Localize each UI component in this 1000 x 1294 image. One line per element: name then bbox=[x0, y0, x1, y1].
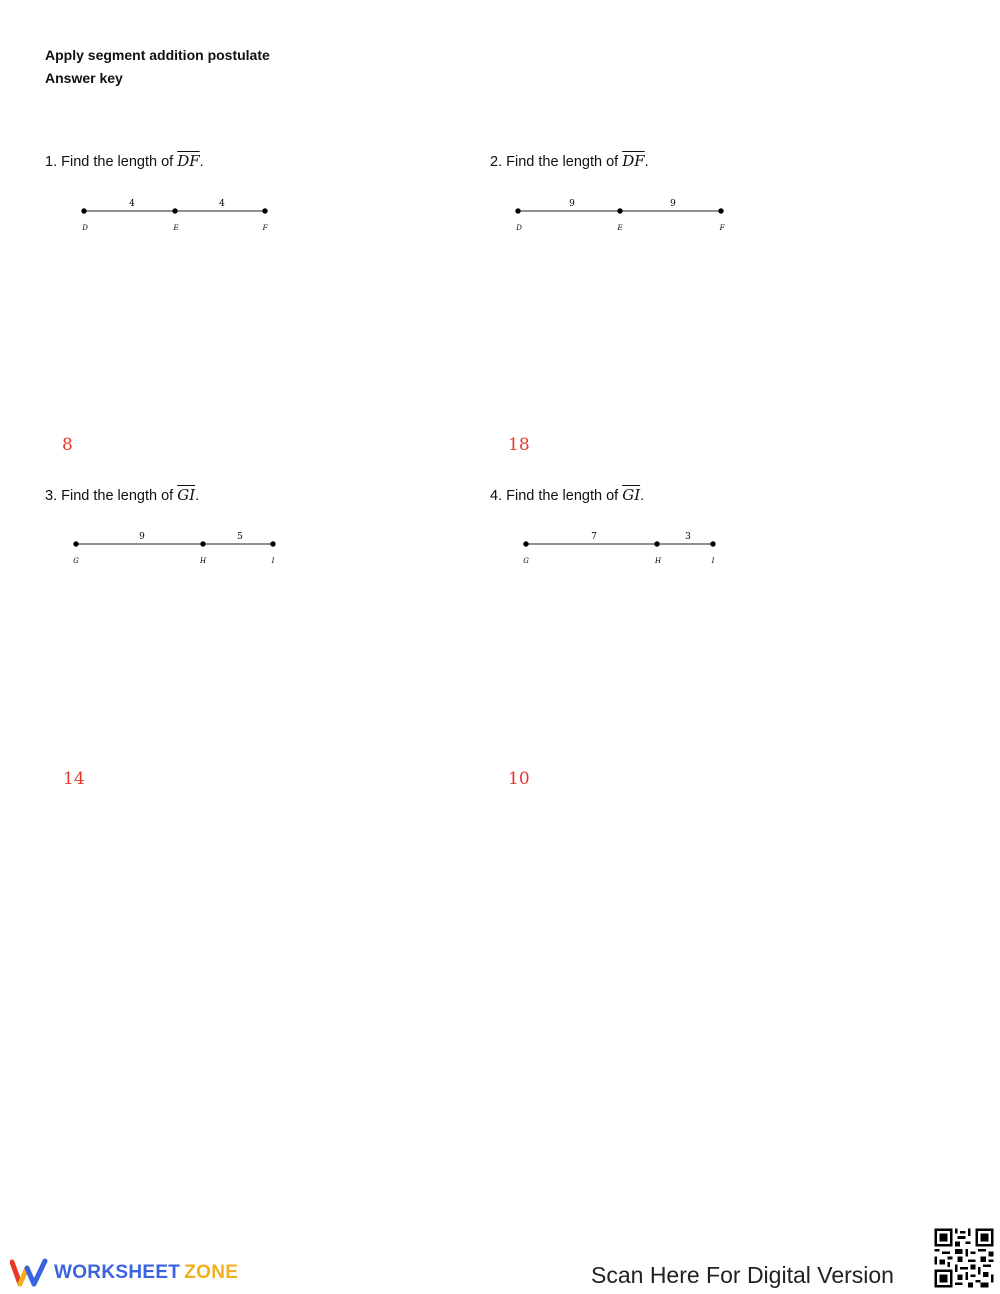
point-label: G bbox=[523, 557, 529, 565]
question-prompt: Find the length of bbox=[61, 488, 174, 504]
point-label: E bbox=[173, 224, 179, 232]
question-prompt: Find the length of bbox=[61, 154, 174, 170]
length-label: 4 bbox=[219, 199, 225, 209]
point-marker bbox=[718, 208, 723, 213]
question-2 bbox=[490, 152, 649, 170]
point-label: D bbox=[82, 224, 88, 232]
segment-diagram-2 bbox=[505, 190, 745, 240]
point-marker bbox=[172, 208, 177, 213]
question-number: 2. bbox=[490, 154, 503, 170]
segment-diagram-1 bbox=[70, 190, 290, 240]
question-4 bbox=[490, 486, 644, 504]
segment-diagram-3 bbox=[62, 524, 292, 574]
point-marker bbox=[81, 208, 86, 213]
point-marker bbox=[654, 541, 659, 546]
question-prompt: Find the length of bbox=[506, 154, 619, 170]
point-label: F bbox=[719, 224, 725, 232]
logo-w-icon bbox=[10, 1258, 48, 1288]
segment-name: $\overline{DF}$ bbox=[177, 152, 200, 170]
point-label: F bbox=[262, 224, 268, 232]
point-marker bbox=[73, 541, 78, 546]
question-number: 1. bbox=[45, 154, 58, 170]
point-marker bbox=[270, 541, 275, 546]
question-period: . bbox=[644, 154, 649, 170]
answer-1: 8 bbox=[62, 435, 73, 455]
point-marker bbox=[617, 208, 622, 213]
segment-name: $\overline{GI}$ bbox=[622, 486, 641, 504]
answer-3: 14 bbox=[63, 769, 85, 789]
question-number: 4. bbox=[490, 488, 503, 504]
length-label: 9 bbox=[139, 532, 145, 542]
point-marker bbox=[200, 541, 205, 546]
segment-name: $\overline{DF}$ bbox=[622, 152, 645, 170]
length-label: 7 bbox=[591, 532, 597, 542]
answer-2: 18 bbox=[508, 435, 530, 455]
segment-name: $\overline{GI}$ bbox=[177, 486, 196, 504]
qr-code-icon[interactable] bbox=[932, 1226, 996, 1290]
length-label: 4 bbox=[129, 199, 135, 209]
question-1 bbox=[45, 152, 204, 170]
point-marker bbox=[262, 208, 267, 213]
point-label: G bbox=[73, 557, 79, 565]
question-number: 3. bbox=[45, 488, 58, 504]
question-period: . bbox=[199, 154, 204, 170]
answer-4: 10 bbox=[508, 769, 530, 789]
point-label: D bbox=[516, 224, 522, 232]
length-label: 9 bbox=[569, 199, 575, 209]
length-label: 5 bbox=[237, 532, 243, 542]
question-3 bbox=[45, 486, 199, 504]
segment-diagram-4 bbox=[512, 524, 732, 574]
question-prompt: Find the length of bbox=[506, 488, 619, 504]
point-label: H bbox=[654, 557, 662, 565]
logo-text-worksheet: WORKSHEET bbox=[54, 1262, 181, 1283]
point-label: E bbox=[617, 224, 623, 232]
scan-instruction: Scan Here For Digital Version bbox=[591, 1262, 894, 1288]
length-label: 3 bbox=[685, 532, 691, 542]
point-marker bbox=[523, 541, 528, 546]
logo-text-zone: ZONE bbox=[184, 1262, 239, 1283]
point-label: I bbox=[271, 557, 275, 565]
point-label: I bbox=[711, 557, 715, 565]
length-label: 9 bbox=[670, 199, 676, 209]
worksheet-title: Apply segment addition postulate bbox=[45, 47, 270, 63]
question-period: . bbox=[640, 488, 645, 504]
question-period: . bbox=[195, 488, 200, 504]
point-marker bbox=[710, 541, 715, 546]
point-label: H bbox=[199, 557, 207, 565]
worksheet-subtitle: Answer key bbox=[45, 70, 123, 86]
worksheetzone-logo[interactable] bbox=[10, 1258, 238, 1288]
point-marker bbox=[515, 208, 520, 213]
